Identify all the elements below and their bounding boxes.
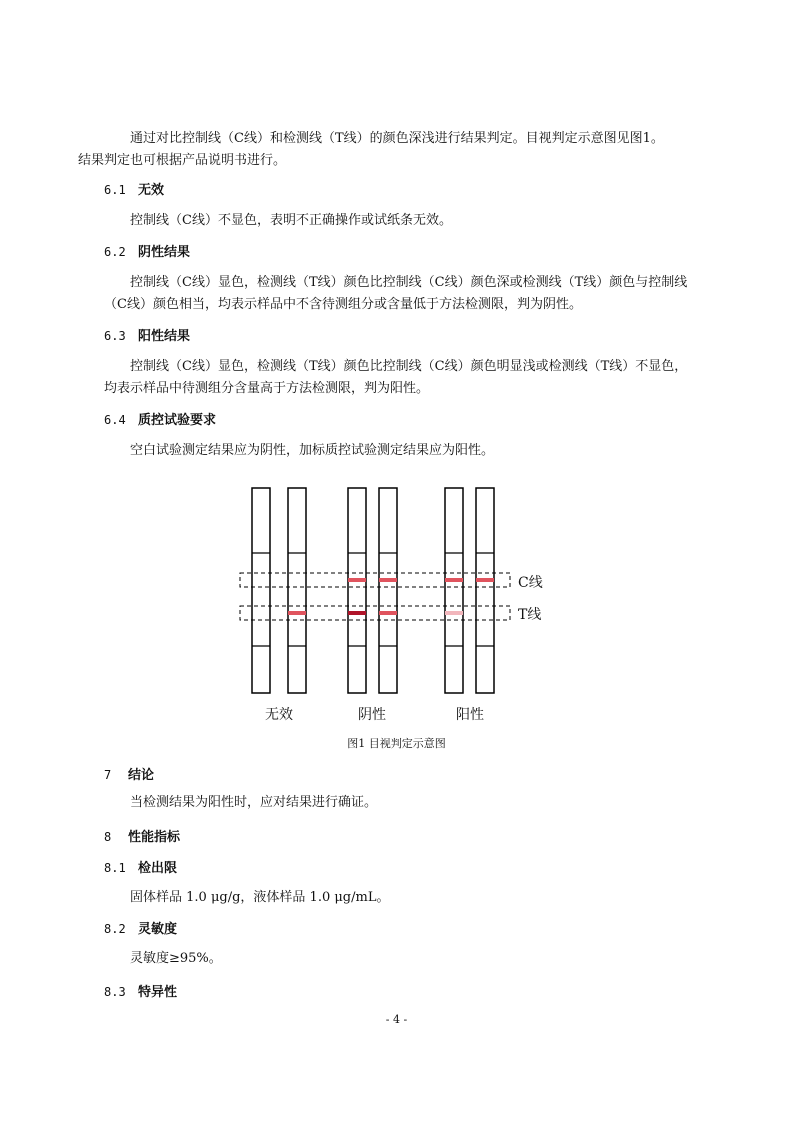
band-negative-1-c (348, 578, 366, 582)
band-negative-1-t (348, 611, 366, 615)
t-line-frame (240, 606, 510, 620)
heading-8-2: 8.2 灵敏度 (104, 922, 178, 937)
group-label-invalid: 无效 (265, 707, 293, 723)
paragraph-6-3: 控制线（C线）显色，检测线（T线）颜色比控制线（C线）颜色明显浅或检测线（T线）不显色，均表示样品中待测组分含量高于方法检测限，判为阳性。 (104, 359, 688, 396)
band-negative-2-c (379, 578, 397, 582)
intro-line1: 通过对比控制线（C线）和检测线（T线）的颜色深浅进行结果判定。目视判定示意图见图1。 (130, 131, 664, 146)
paragraph-6-4: 空白试验测定结果应为阴性，加标质控试验测定结果应为阳性。 (130, 443, 495, 458)
band-positive-1-t (445, 611, 463, 615)
heading-6-4: 6.4 质控试验要求 (104, 413, 217, 428)
strip-negative-2 (379, 488, 397, 693)
intro-line2: 结果判定也可根据产品说明书进行。 (78, 153, 287, 168)
heading-8-3: 8.3 特异性 (104, 985, 178, 1000)
test-strip-diagram (230, 480, 550, 700)
paragraph-8-2: 灵敏度≥95%。 (130, 951, 222, 966)
heading-6-3: 6.3 阳性结果 (104, 329, 191, 344)
paragraph-8-1: 固体样品 1.0 μg/g，液体样品 1.0 μg/mL。 (130, 890, 390, 905)
strip-negative-1 (348, 488, 366, 693)
heading-8-1: 8.1 检出限 (104, 861, 178, 876)
band-positive-1-c (445, 578, 463, 582)
strip-positive-1 (445, 488, 463, 693)
strip-positive-2 (476, 488, 494, 693)
group-label-positive: 阳性 (456, 707, 484, 723)
paragraph-6-1: 控制线（C线）不显色，表明不正确操作或试纸条无效。 (130, 213, 452, 228)
c-line-label: C线 (518, 575, 543, 591)
heading-7: 7 结论 (104, 768, 155, 783)
figure-visual-judgment (230, 480, 550, 723)
paragraph-6-2: 控制线（C线）显色，检测线（T线）颜色比控制线（C线）颜色深或检测线（T线）颜色与控制线（C线）颜色相当，均表示样品中不含待测组分或含量低于方法检测限，判为阴性。 (104, 275, 688, 312)
strip-invalid-2 (288, 488, 306, 693)
band-negative-2-t (379, 611, 397, 615)
group-label-negative: 阴性 (358, 707, 386, 723)
paragraph-7: 当检测结果为阳性时，应对结果进行确证。 (130, 795, 378, 810)
heading-6-1: 6.1 无效 (104, 183, 165, 198)
band-positive-2-c (476, 578, 494, 582)
t-line-label: T线 (518, 607, 542, 623)
heading-6-2: 6.2 阴性结果 (104, 245, 191, 260)
band-invalid-2-t (288, 611, 306, 615)
figure-caption: 图1 目视判定示意图 (347, 737, 446, 750)
strip-invalid-1 (252, 488, 270, 693)
c-line-frame (240, 573, 510, 587)
intro-paragraph (78, 128, 694, 172)
page-number: - 4 - (385, 1013, 408, 1026)
heading-8: 8 性能指标 (104, 830, 181, 845)
